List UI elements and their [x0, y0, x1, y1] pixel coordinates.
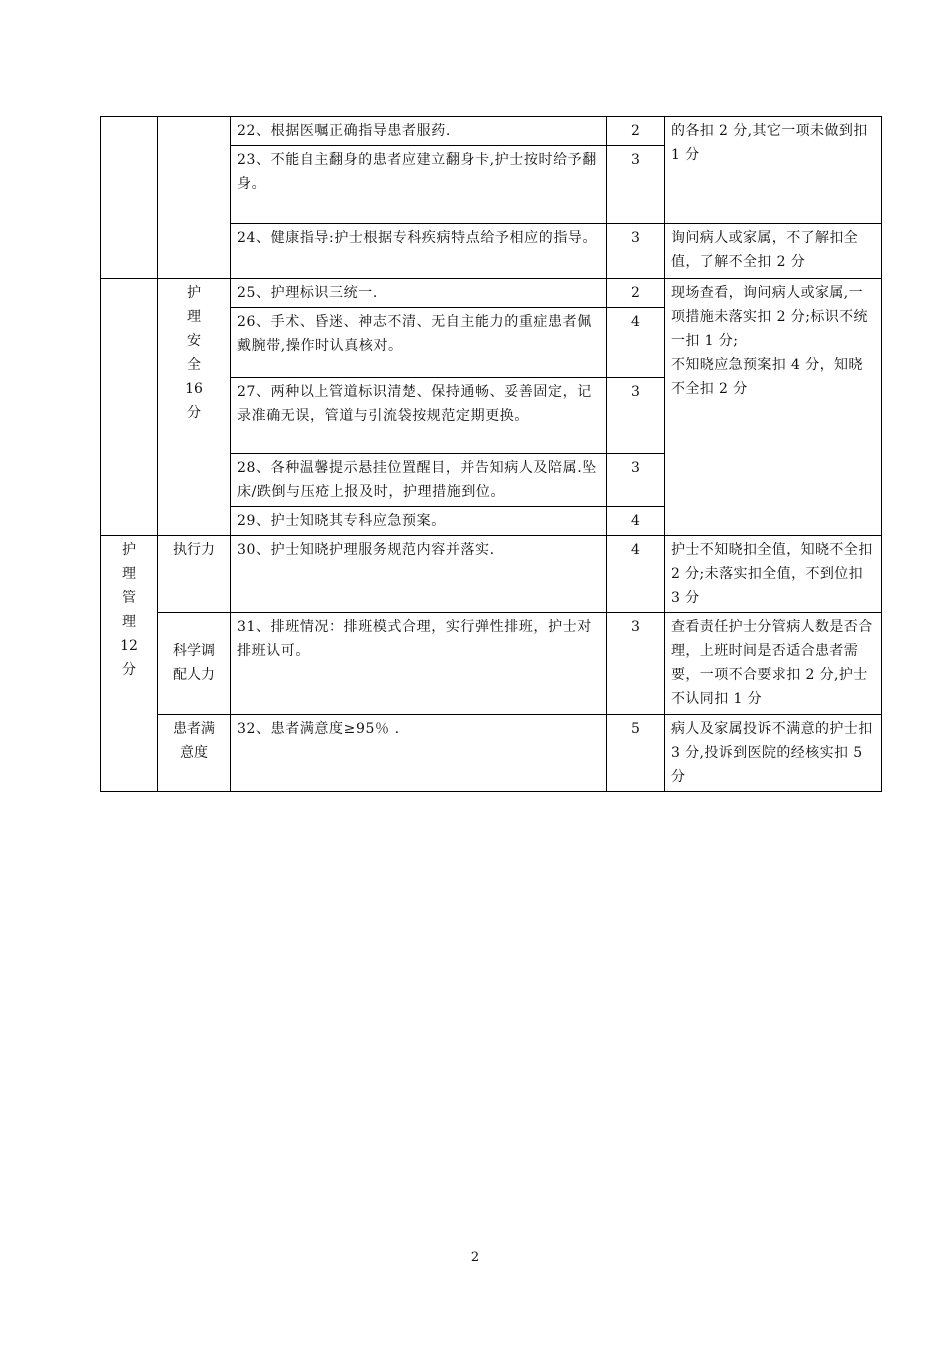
item-content: 24、健康指导:护士根据专科疾病特点给予相应的指导。 — [231, 224, 607, 279]
item-content: 32、患者满意度≥95％ . — [231, 715, 607, 792]
table-row — [101, 536, 882, 613]
item-score: 3 — [607, 613, 665, 715]
safety-standard-part2: 不知晓应急预案扣 4 分，知晓不全扣 2 分 — [671, 357, 863, 397]
table-row — [101, 715, 882, 792]
item-standard: 护士不知晓扣全值，知晓不全扣 2 分;未落实扣全值，不到位扣 3 分 — [665, 536, 882, 613]
item-score: 4 — [607, 536, 665, 613]
item-score: 2 — [607, 117, 665, 146]
item-content: 22、根据医嘱正确指导患者服药. — [231, 117, 607, 146]
page-number: 2 — [470, 1250, 480, 1265]
item-content: 30、护士知晓护理服务规范内容并落实. — [231, 536, 607, 613]
table-row — [101, 279, 882, 308]
item-standard: 的各扣 2 分,其它一项未做到扣 1 分 — [665, 117, 882, 224]
table-row — [101, 613, 882, 715]
item-score: 3 — [607, 378, 665, 454]
item-standard: 询问病人或家属，不了解扣全值，了解不全扣 2 分 — [665, 224, 882, 279]
table-row — [101, 117, 882, 146]
item-standard: 查看责任护士分管病人数是否合理，上班时间是否适合患者需要，一项不合要求扣 2 分,护士不认同扣 1 分 — [665, 613, 882, 715]
item-content: 28、各种温馨提示悬挂位置醒目，并告知病人及陪属.坠床/跌倒与压疮上报及时，护理措施到位。 — [231, 454, 607, 507]
category-cell-empty — [101, 117, 158, 279]
item-score: 3 — [607, 224, 665, 279]
item-score: 5 — [607, 715, 665, 792]
subcategory-satisfaction: 患者满 意度 — [158, 715, 231, 792]
item-content: 26、手术、昏迷、神志不清、无自主能力的重症患者佩戴腕带,操作时认真核对。 — [231, 308, 607, 378]
item-content: 29、护士知晓其专科应急预案。 — [231, 507, 607, 536]
item-content: 25、护理标识三统一. — [231, 279, 607, 308]
item-content: 31、排班情况：排班模式合理，实行弹性排班，护士对排班认可。 — [231, 613, 607, 715]
item-standard: 病人及家属投诉不满意的护士扣 3 分,投诉到医院的经核实扣 5 分 — [665, 715, 882, 792]
safety-standard-part1: 现场查看，询问病人或家属,一项措施未落实扣 2 分;标识不统一扣 1 分; — [671, 285, 868, 349]
item-content: 27、两种以上管道标识清楚、保持通畅、妥善固定，记录准确无误，管道与引流袋按规范定期更换。 — [231, 378, 607, 454]
item-content: 23、不能自主翻身的患者应建立翻身卡,护士按时给予翻身。 — [231, 146, 607, 224]
item-score: 4 — [607, 308, 665, 378]
subcategory-staffing: 科学调 配人力 — [158, 613, 231, 715]
item-score: 2 — [607, 279, 665, 308]
category-cell-empty — [101, 279, 158, 536]
item-standard — [665, 279, 882, 536]
item-score: 3 — [607, 454, 665, 507]
subcategory-execution: 执行力 — [158, 536, 231, 613]
management-category-label: 护 理 管 理 12 分 — [101, 536, 158, 792]
nursing-scoring-table — [100, 116, 882, 792]
subcategory-cell-empty — [158, 117, 231, 279]
safety-category-label: 护 理 安 全 16 分 — [158, 279, 231, 536]
item-score: 4 — [607, 507, 665, 536]
item-score: 3 — [607, 146, 665, 224]
